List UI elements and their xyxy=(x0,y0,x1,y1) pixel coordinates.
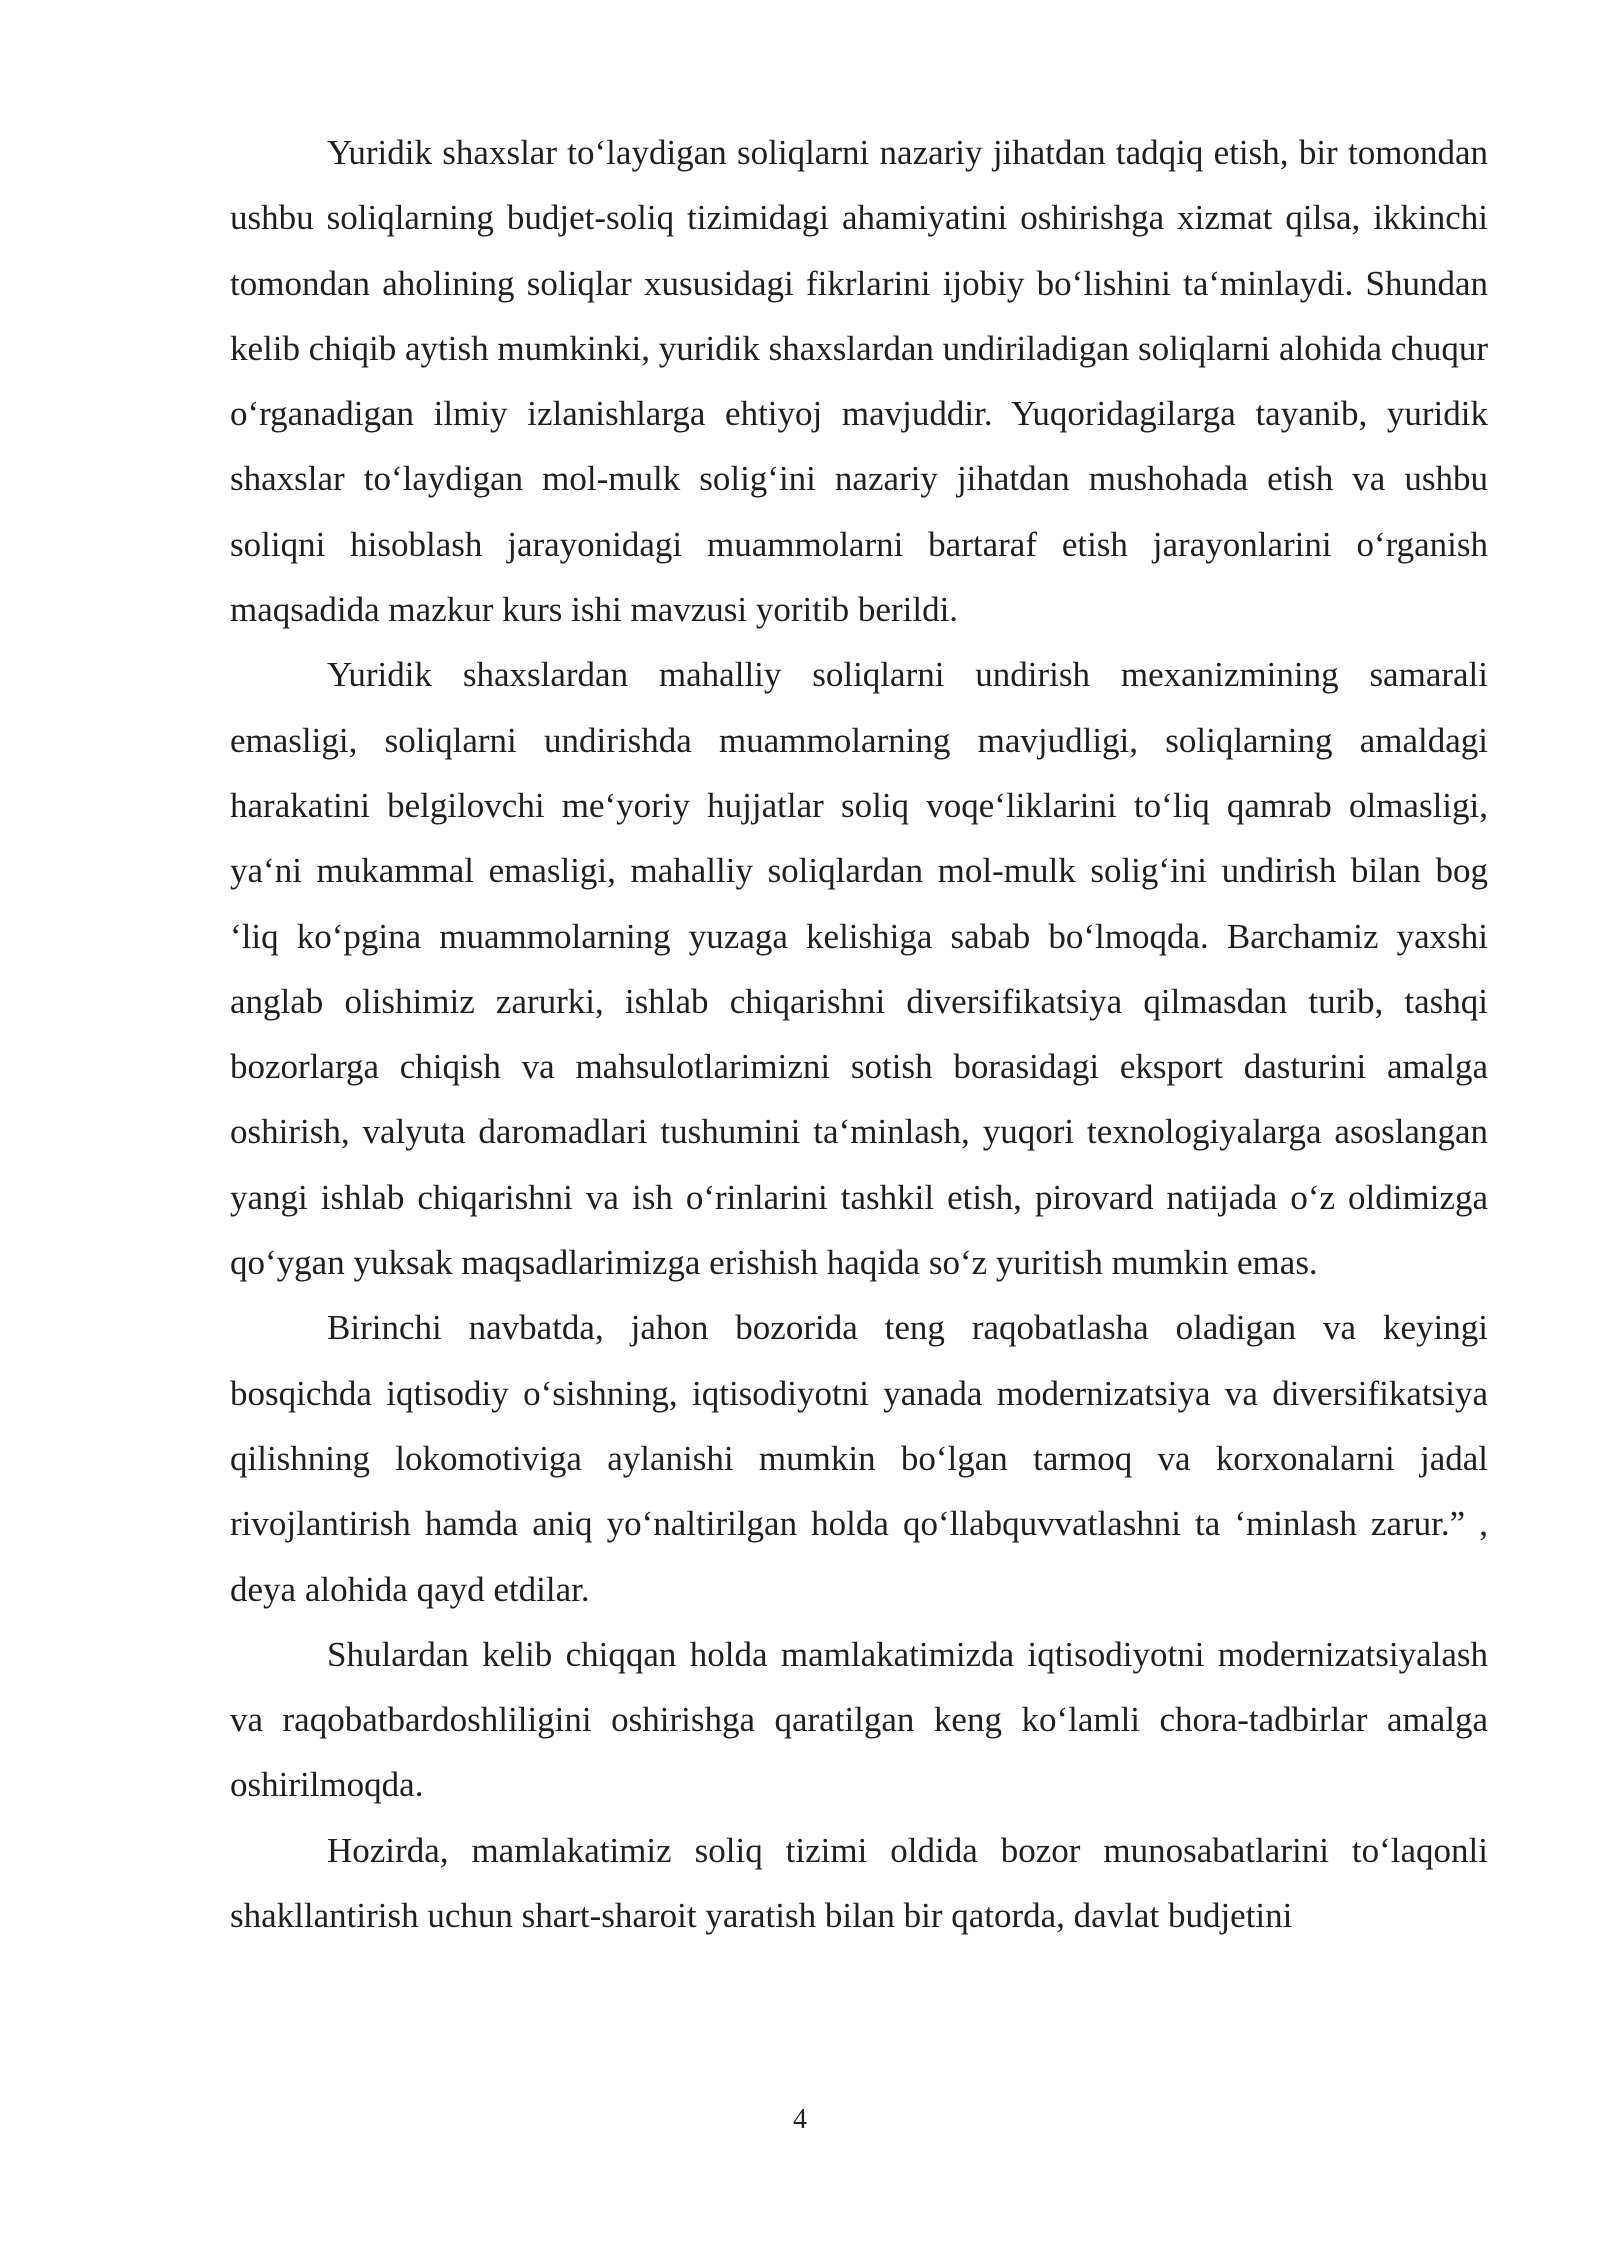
paragraph-1: Yuridik shaxslar to‘laydigan soliqlarni nazariy jihatdan tadqiq etish, bir tomondan ushbu soliqlarning budjet-soliq tizimidagi ahamiyatini oshirishga xizmat qilsa, ikkinchi tomondan aholining soliqlar xususidagi fikrlarini ijobiy bo‘lishini ta‘minlaydi. Shundan kelib chiqib aytish mumkinki, yuridik shaxslardan undiriladigan soliqlarni alohida chuqur o‘rganadigan ilmiy izlanishlarga ehtiyoj mavjuddir. Yuqoridagilarga tayanib, yuridik shaxslar to‘laydigan mol-mulk solig‘ini nazariy jihatdan mushohada etish va ushbu soliqni hisoblash jarayonidagi muammolarni bartaraf etish jarayonlarini o‘rganish maqsadida mazkur kurs ishi mavzusi yoritib berildi. xyxy=(230,133,1488,630)
paragraph-5: Hozirda, mamlakatimiz soliq tizimi oldida bozor munosabatlarini to‘laqonli shakllantirish uchun shart-sharoit yaratish bilan bir qatorda, davlat budjetini xyxy=(230,1830,1488,1936)
paragraph-2: Yuridik shaxslardan mahalliy soliqlarni undirish mexanizmining samarali emasligi, soliqlarni undirishda muammolarning mavjudligi, soliqlarning amaldagi harakatini belgilovchi me‘yoriy hujjatlar soliq voqe‘liklarini to‘liq qamrab olmasligi, ya‘ni mukammal emasligi, mahalliy soliqlardan mol-mulk solig‘ini undirish bilan bog ‘liq ko‘pgina muammolarning yuzaga kelishiga sabab bo‘lmoqda. Barchamiz yaxshi anglab olishimiz zarurki, ishlab chiqarishni diversifikatsiya qilmasdan turib, tashqi bozorlarga chiqish va mahsulotlarimizni sotish borasidagi eksport dasturini amalga oshirish, valyuta daromadlari tushumini ta‘minlash, yuqori texnologiyalarga asoslangan yangi ishlab chiqarishni va ish o‘rinlarini tashkil etish, pirovard natijada o‘z oldimizga qo‘ygan yuksak maqsadlarimizga erishish haqida so‘z yuritish mumkin emas. xyxy=(230,655,1488,1283)
page-number: 4 xyxy=(793,2104,807,2135)
paragraph-3: Birinchi navbatda, jahon bozorida teng raqobatlasha oladigan va keyingi bosqichda iqtisodiy o‘sishning, iqtisodiyotni yanada modernizatsiya va diversifikatsiya qilishning lokomotiviga aylanishi mumkin bo‘lgan tarmoq va korxonalarni jadal rivojlantirish hamda aniq yo‘naltirilgan holda qo‘llabquvvatlashni ta ‘minlash zarur.” , deya alohida qayd etdilar. xyxy=(230,1308,1488,1609)
paragraph-4: Shulardan kelib chiqqan holda mamlakatimizda iqtisodiyotni modernizatsiyalash va raqobatbardoshliligini oshirishga qaratilgan keng ko‘lamli chora-tadbirlar amalga oshirilmoqda. xyxy=(230,1634,1488,1805)
body-text xyxy=(230,120,1488,1948)
